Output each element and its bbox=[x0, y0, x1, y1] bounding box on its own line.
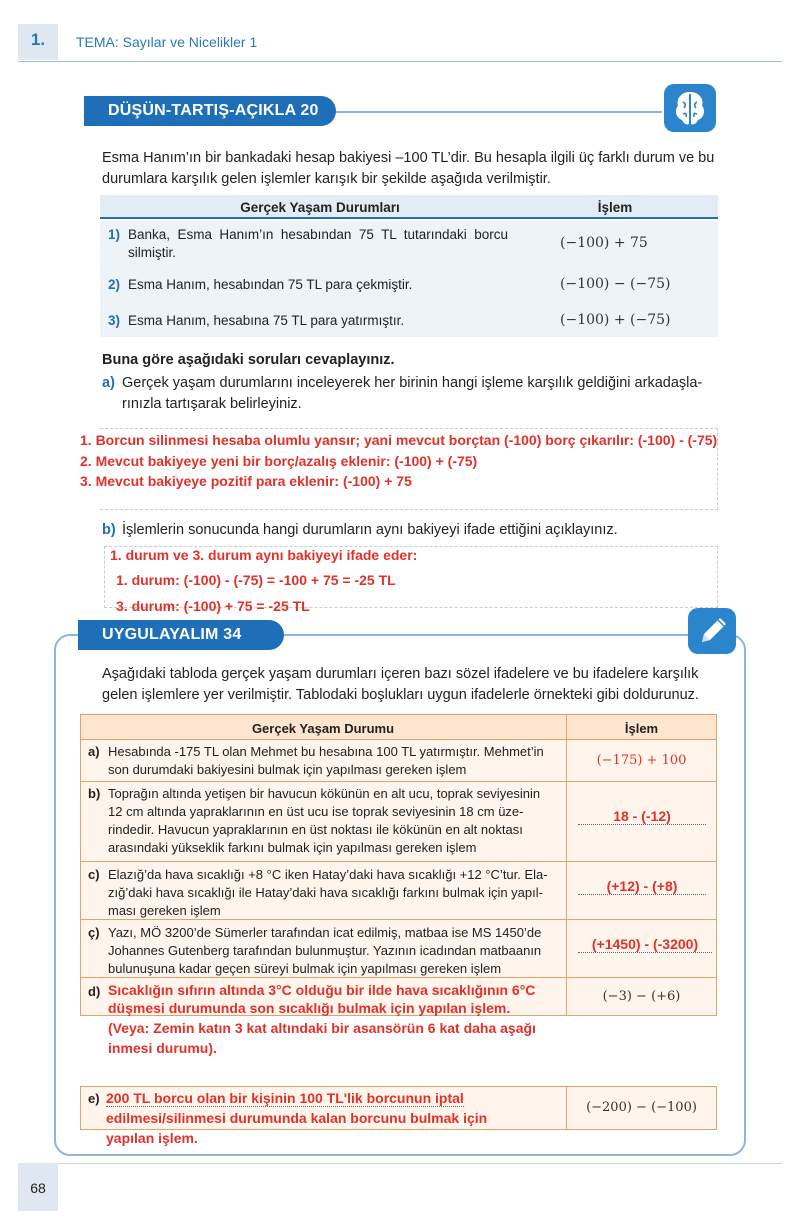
row-d-line2: düşmesi durumunda son sıcaklığı bulmak için yapılan işlem. bbox=[108, 1000, 511, 1016]
situation-3-line1: Esma Hanım, hesabına 75 TL para yatırmıştır. bbox=[128, 313, 405, 328]
answer-a-line2: 2. Mevcut bakiyeye yeni bir borç/azalış eklenir: (-100) + (-75) bbox=[80, 453, 478, 469]
section2-banner: UYGULAYALIM 34 bbox=[78, 620, 284, 650]
question-a-line1: Gerçek yaşam durumlarını inceleyerek her birinin hangi işleme karşılık geldiğini arkadaşla- bbox=[122, 375, 703, 391]
practice-operation-col: İşlem bbox=[624, 721, 659, 736]
row-d-line4: inmesi durumu). bbox=[108, 1040, 217, 1056]
answer-a-line3: 3. Mevcut bakiyeye pozitif para eklenir: (-100) + 75 bbox=[80, 473, 412, 489]
row-cc-divider bbox=[566, 920, 567, 978]
question-b-label: b) bbox=[102, 522, 116, 538]
row-d-line1: Sıcaklığın sıfırın altında 3°C olduğu bir ilde hava sıcaklığının 6°C bbox=[108, 982, 536, 998]
section2-intro-line1: Aşağıdaki tabloda gerçek yaşam durumları içeren bazı sözel ifadelere ve bu ifadelere karşılık bbox=[102, 666, 699, 682]
section2-intro-line2: gelen işlemlere yer verilmiştir. Tablodaki boşlukları uygun ifadelerle örnekteki gibi doldurunuz. bbox=[102, 687, 699, 703]
situation-1-line2: silmiştir. bbox=[128, 245, 176, 260]
row-d-line3: (Veya: Zemin katın 3 kat altındaki bir asansörün 6 kat daha aşağı bbox=[108, 1020, 536, 1036]
situation-2-line1: Esma Hanım, hesabından 75 TL para çekmiştir. bbox=[128, 277, 413, 292]
row-c-label: c) bbox=[88, 867, 100, 882]
answer-b-line2: 1. durum: (-100) - (-75) = -100 + 75 = -25 TL bbox=[116, 572, 396, 588]
row-d-label: d) bbox=[88, 984, 101, 999]
page-number: 68 bbox=[30, 1180, 46, 1196]
brain-icon bbox=[664, 84, 716, 132]
situation-1-line1: Banka, Esma Hanım’ın hesabından 75 TL tutarındaki borcu bbox=[128, 227, 508, 242]
row-c-line1: Elazığ’da hava sıcaklığı +8 °C iken Hatay’daki hava sıcaklığı +12 °C’tur. Ela- bbox=[108, 867, 548, 882]
section1-banner: DÜŞÜN-TARTIŞ-AÇIKLA 20 bbox=[84, 96, 336, 126]
row-c-divider bbox=[566, 862, 567, 920]
row-c-line3: ması gereken işlem bbox=[108, 903, 221, 918]
row-b-operation: 18 - (-12) bbox=[578, 808, 706, 825]
row-e-line1: 200 TL borcu olan bir kişinin 100 TL'lik borcunun iptal bbox=[106, 1090, 464, 1106]
situation-3-operation: (−100) + (−75) bbox=[560, 312, 671, 328]
row-a-line2: son durumdaki bakiyesini bulmak için yapılması gereken işlem bbox=[108, 762, 467, 777]
situations-col-header: Gerçek Yaşam Durumları bbox=[240, 200, 400, 215]
situation-3-num: 3) bbox=[108, 313, 121, 328]
row-a-label: a) bbox=[88, 744, 100, 759]
row-c-operation: (+12) - (+8) bbox=[578, 878, 706, 895]
row-b-line3: rindedir. Havucun yapraklarının en üst noktası ile kökünün en alt noktası bbox=[108, 822, 523, 837]
row-cc-line1: Yazı, MÖ 3200’de Sümerler tarafından icat edilmiş, matbaa ise MS 1450’de bbox=[108, 925, 542, 940]
row-b-divider bbox=[566, 782, 567, 862]
row-e-label: e) bbox=[88, 1091, 100, 1106]
situation-2-num: 2) bbox=[108, 277, 121, 292]
row-c-line2: zığ’daki hava sıcaklığı ile Hatay’daki hava sıcaklığı farkını bulmak için yapıl- bbox=[108, 885, 543, 900]
answer-b-line3: 3. durum: (-100) + 75 = -25 TL bbox=[116, 598, 310, 614]
operation-col-header: İşlem bbox=[597, 200, 633, 215]
row-b-line1: Toprağın altında yetişen bir havucun kökünün en alt ucu, toprak seviyesinin bbox=[108, 786, 541, 801]
section1-intro-line2: durumlara karşılık gelen işlemler karışık bir şekilde aşağıda verilmiştir. bbox=[102, 171, 551, 187]
row-b-label: b) bbox=[88, 786, 101, 801]
row-a-operation: (−175) + 100 bbox=[596, 753, 687, 768]
row-cc-label: ç) bbox=[88, 925, 100, 940]
question-a-line2: rınızla tartışarak belirleyiniz. bbox=[122, 396, 302, 412]
row-b-line4: arasındaki yükseklik farkını bulmak için yapılması gereken işlem bbox=[108, 840, 477, 855]
row-d-operation: (−3) − (+6) bbox=[602, 989, 681, 1004]
answer-a-line1: 1. Borcun silinmesi hesaba olumlu yansır; yani mevcut borçtan (-100) borç çıkarılır: (-100) - (-75) bbox=[80, 432, 718, 448]
row-cc-line3: bulunuşuna kadar geçen süreyi bulmak için yapılması gereken işlem bbox=[108, 961, 502, 976]
header-divider bbox=[18, 61, 782, 62]
answer-b-line1: 1. durum ve 3. durum aynı bakiyeyi ifade eder: bbox=[110, 547, 418, 563]
practice-situation-col: Gerçek Yaşam Durumu bbox=[251, 721, 395, 736]
pencil-icon bbox=[688, 608, 736, 654]
unit-number: 1. bbox=[30, 30, 46, 49]
situation-2-operation: (−100) − (−75) bbox=[560, 276, 671, 292]
row-a-line1: Hesabında -175 TL olan Mehmet bu hesabına 100 TL yatırmıştır. Mehmet’in bbox=[108, 744, 544, 759]
question-b-text: İşlemlerin sonucunda hangi durumların aynı bakiyeyi ifade ettiğini açıklayınız. bbox=[122, 522, 618, 538]
row-cc-line2: Johannes Gutenberg tarafından bulunmuştur. Yazının icadından matbaanın bbox=[108, 943, 542, 958]
situation-1-operation: (−100) + 75 bbox=[560, 235, 648, 251]
question-a-label: a) bbox=[102, 375, 115, 391]
row-e-line2: edilmesi/silinmesi durumunda kalan borcunu bulmak için bbox=[106, 1110, 488, 1126]
row-cc-operation: (+1450) - (-3200) bbox=[578, 936, 712, 953]
questions-heading: Buna göre aşağıdaki soruları cevaplayınız. bbox=[102, 352, 395, 368]
row-e-operation: (−200) − (−100) bbox=[586, 1100, 697, 1115]
theme-title: TEMA: Sayılar ve Nicelikler 1 bbox=[76, 34, 258, 50]
footer-divider bbox=[58, 1163, 782, 1164]
section1-intro-line1: Esma Hanım’ın bir bankadaki hesap bakiyesi –100 TL’dir. Bu hesapla ilgili üç farklı durum ve bu bbox=[102, 150, 715, 166]
row-b-line2: 12 cm altında yapraklarının en üst ucu ise toprak seviyesinin 18 cm üze- bbox=[108, 804, 524, 819]
row-e-line3: yapılan işlem. bbox=[106, 1130, 198, 1146]
situation-1-num: 1) bbox=[108, 227, 121, 242]
